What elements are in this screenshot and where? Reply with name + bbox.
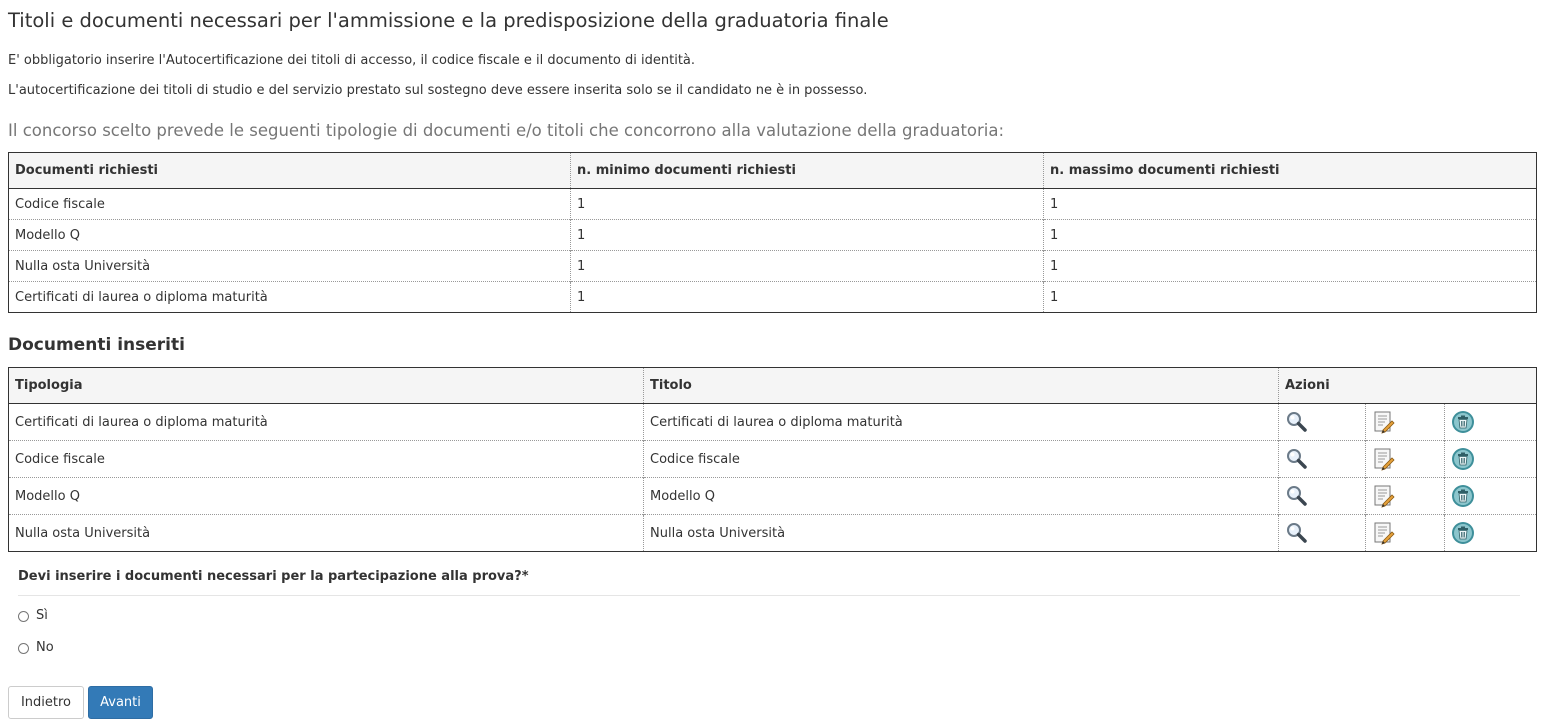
page-title: Titoli e documenti necessari per l'ammissione e la predisposizione della graduatoria finale xyxy=(8,9,889,32)
document-title-cell: Modello Q xyxy=(644,478,1279,515)
required-documents-table xyxy=(8,152,1537,313)
radio-label: Sì xyxy=(36,608,48,623)
min-count-cell: 1 xyxy=(571,251,1044,282)
inserted-documents-heading: Documenti inseriti xyxy=(8,335,185,355)
column-header: Tipologia xyxy=(9,368,644,404)
table-row xyxy=(9,251,1537,282)
view-button[interactable] xyxy=(1279,404,1366,441)
document-title-cell: Codice fiscale xyxy=(644,441,1279,478)
document-type-cell: Codice fiscale xyxy=(9,189,571,220)
edit-button[interactable] xyxy=(1366,441,1445,478)
edit-document-icon[interactable] xyxy=(1372,410,1396,434)
edit-document-icon[interactable] xyxy=(1372,521,1396,545)
table-row xyxy=(9,220,1537,251)
document-type-cell: Nulla osta Università xyxy=(9,251,571,282)
intro-text-2: L'autocertificazione dei titoli di studio e del servizio prestato sul sostegno deve essere inserita solo se il candidato ne è in possesso. xyxy=(8,83,868,98)
intro-text-1: E' obbligatorio inserire l'Autocertificazione dei titoli di accesso, il codice fiscale e il documento di identità. xyxy=(8,53,696,68)
magnifier-icon[interactable] xyxy=(1285,410,1309,434)
trash-icon[interactable] xyxy=(1451,521,1475,545)
radio-label: No xyxy=(36,640,54,655)
min-count-cell: 1 xyxy=(571,282,1044,313)
question-label: Devi inserire i documenti necessari per la partecipazione alla prova?* xyxy=(18,568,1520,596)
delete-button[interactable] xyxy=(1445,404,1537,441)
view-button[interactable] xyxy=(1279,515,1366,552)
min-count-cell: 1 xyxy=(571,220,1044,251)
delete-button[interactable] xyxy=(1445,441,1537,478)
min-count-cell: 1 xyxy=(571,189,1044,220)
max-count-cell: 1 xyxy=(1044,220,1537,251)
edit-button[interactable] xyxy=(1366,404,1445,441)
radio-option-no[interactable] xyxy=(18,639,54,657)
back-button[interactable]: Indietro xyxy=(8,686,84,719)
trash-icon[interactable] xyxy=(1451,484,1475,508)
table-row xyxy=(9,441,1537,478)
edit-document-icon[interactable] xyxy=(1372,447,1396,471)
document-type-cell: Certificati di laurea o diploma maturità xyxy=(9,404,644,441)
column-header: n. minimo documenti richiesti xyxy=(571,153,1044,189)
radio-option-si[interactable] xyxy=(18,607,48,625)
view-button[interactable] xyxy=(1279,441,1366,478)
magnifier-icon[interactable] xyxy=(1285,447,1309,471)
column-header: Titolo xyxy=(644,368,1279,404)
table-header-row xyxy=(9,153,1537,189)
delete-button[interactable] xyxy=(1445,515,1537,552)
document-type-cell: Nulla osta Università xyxy=(9,515,644,552)
edit-button[interactable] xyxy=(1366,515,1445,552)
next-button[interactable]: Avanti xyxy=(88,686,153,719)
inserted-documents-table xyxy=(8,367,1537,552)
document-type-cell: Certificati di laurea o diploma maturità xyxy=(9,282,571,313)
column-header: Documenti richiesti xyxy=(9,153,571,189)
table-row xyxy=(9,515,1537,552)
magnifier-icon[interactable] xyxy=(1285,484,1309,508)
magnifier-icon[interactable] xyxy=(1285,521,1309,545)
radio-button[interactable] xyxy=(18,611,29,622)
table-row xyxy=(9,282,1537,313)
table-row xyxy=(9,404,1537,441)
radio-button[interactable] xyxy=(18,643,29,654)
document-title-cell: Certificati di laurea o diploma maturità xyxy=(644,404,1279,441)
document-type-cell: Modello Q xyxy=(9,220,571,251)
trash-icon[interactable] xyxy=(1451,447,1475,471)
delete-button[interactable] xyxy=(1445,478,1537,515)
edit-button[interactable] xyxy=(1366,478,1445,515)
column-header: n. massimo documenti richiesti xyxy=(1044,153,1537,189)
section-subtitle: Il concorso scelto prevede le seguenti tipologie di documenti e/o titoli che concorrono alla valutazione della graduatoria: xyxy=(8,121,1005,140)
document-type-cell: Modello Q xyxy=(9,478,644,515)
max-count-cell: 1 xyxy=(1044,282,1537,313)
edit-document-icon[interactable] xyxy=(1372,484,1396,508)
table-row xyxy=(9,189,1537,220)
max-count-cell: 1 xyxy=(1044,251,1537,282)
column-header: Azioni xyxy=(1279,368,1537,404)
document-title-cell: Nulla osta Università xyxy=(644,515,1279,552)
table-header-row xyxy=(9,368,1537,404)
table-row xyxy=(9,478,1537,515)
trash-icon[interactable] xyxy=(1451,410,1475,434)
document-type-cell: Codice fiscale xyxy=(9,441,644,478)
max-count-cell: 1 xyxy=(1044,189,1537,220)
view-button[interactable] xyxy=(1279,478,1366,515)
